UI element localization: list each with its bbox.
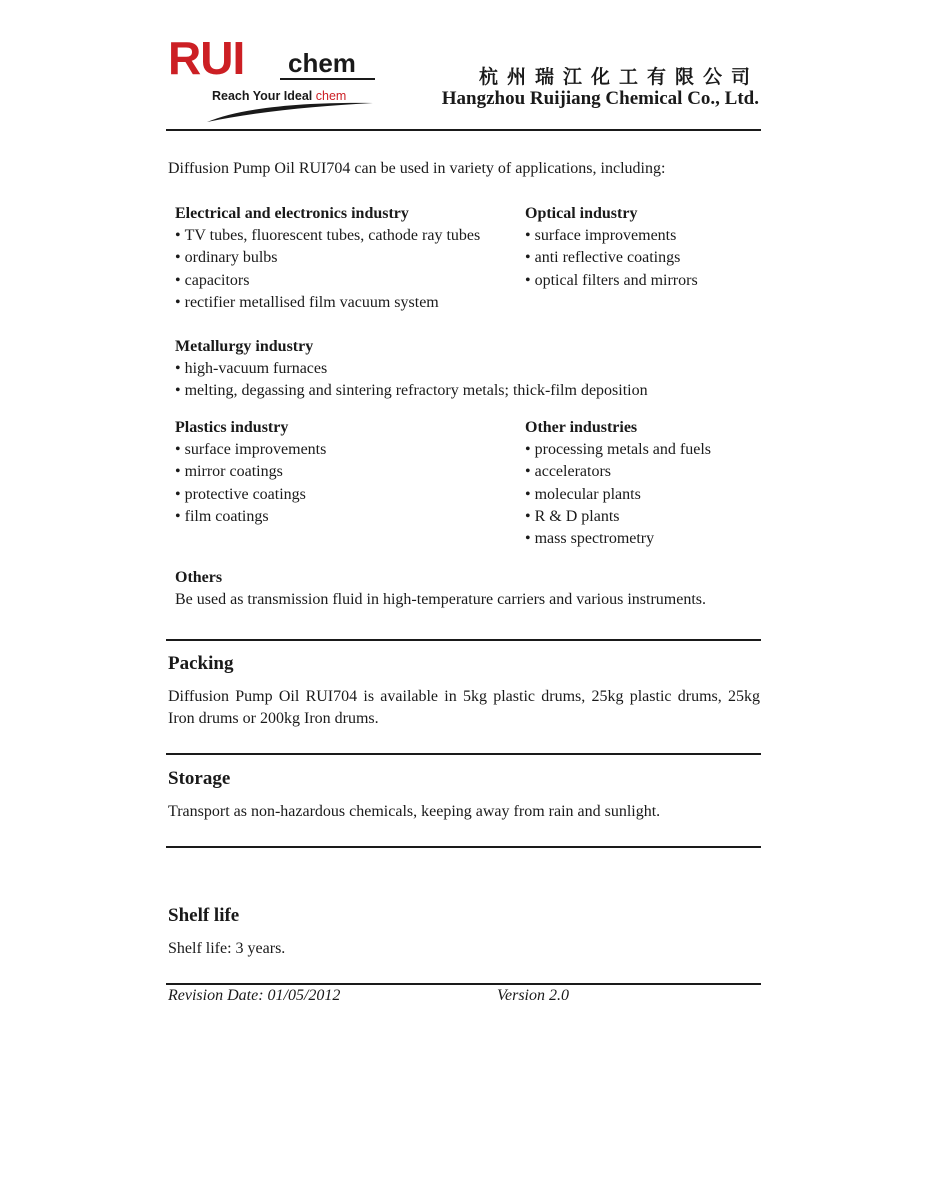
- footer-divider: [166, 983, 761, 985]
- optical-list: [525, 225, 698, 292]
- logo-swoosh-icon: [205, 100, 375, 124]
- metallurgy-title: Metallurgy industry: [175, 338, 314, 355]
- others-section: [175, 567, 706, 611]
- packing-heading: Packing: [168, 653, 234, 674]
- optical-section: [525, 203, 698, 292]
- section-divider: [166, 639, 761, 641]
- list-item: • mirror coatings: [175, 461, 326, 483]
- optical-title: Optical industry: [525, 205, 638, 222]
- section-divider: [166, 846, 761, 848]
- storage-text: Transport as non-hazardous chemicals, keeping away from rain and sunlight.: [168, 803, 661, 820]
- other-industries-title: Other industries: [525, 419, 638, 436]
- other-industries-list: [525, 439, 711, 550]
- plastics-section: [175, 417, 326, 528]
- company-name-cn: 杭州瑞江化工有限公司: [478, 66, 759, 88]
- list-item: • high-vacuum furnaces: [175, 358, 648, 380]
- list-item: • film coatings: [175, 506, 326, 528]
- plastics-title: Plastics industry: [175, 419, 289, 436]
- revision-date: Revision Date: 01/05/2012: [168, 987, 341, 1004]
- storage-heading: Storage: [168, 768, 231, 789]
- list-item: • processing metals and fuels: [525, 439, 711, 461]
- list-item: • anti reflective coatings: [525, 247, 698, 269]
- tagline-main: Reach Your Ideal: [212, 89, 316, 103]
- list-item: • optical filters and mirrors: [525, 270, 698, 292]
- list-item: • surface improvements: [175, 439, 326, 461]
- list-item: • protective coatings: [175, 484, 326, 506]
- list-item: • molecular plants: [525, 484, 711, 506]
- list-item: • ordinary bulbs: [175, 247, 480, 269]
- shelf-life-heading: Shelf life: [168, 905, 240, 926]
- list-item: • surface improvements: [525, 225, 698, 247]
- list-item: • mass spectrometry: [525, 528, 711, 550]
- logo-underline: [280, 78, 375, 80]
- electrical-title: Electrical and electronics industry: [175, 205, 409, 222]
- list-item: • TV tubes, fluorescent tubes, cathode ray tubes: [175, 225, 480, 247]
- electrical-section: [175, 203, 480, 314]
- list-item: • melting, degassing and sintering refractory metals; thick-film deposition: [175, 380, 648, 402]
- others-text: Be used as transmission fluid in high-temperature carriers and various instruments.: [175, 591, 706, 608]
- logo-chem-text: chem: [288, 48, 356, 78]
- packing-text: Diffusion Pump Oil RUI704 is available in 5kg plastic drums, 25kg plastic drums, 25kg Iron drums or 200kg Iron drums.: [168, 688, 760, 727]
- logo-rui-text: RUI: [168, 32, 245, 84]
- electrical-list: [175, 225, 480, 314]
- intro-text: Diffusion Pump Oil RUI704 can be used in variety of applications, including:: [168, 160, 666, 177]
- metallurgy-section: [175, 336, 648, 403]
- others-title: Others: [175, 569, 223, 586]
- shelf-life-text: Shelf life: 3 years.: [168, 940, 286, 957]
- tagline-accent: chem: [315, 89, 347, 103]
- version-label: Version 2.0: [497, 987, 569, 1004]
- plastics-list: [175, 439, 326, 528]
- list-item: • capacitors: [175, 270, 480, 292]
- list-item: • rectifier metallised film vacuum system: [175, 292, 480, 314]
- list-item: • R & D plants: [525, 506, 711, 528]
- company-name-en: Hangzhou Ruijiang Chemical Co., Ltd.: [441, 88, 759, 109]
- other-industries-section: [525, 417, 711, 550]
- list-item: • accelerators: [525, 461, 711, 483]
- metallurgy-list: [175, 358, 648, 403]
- section-divider: [166, 753, 761, 755]
- header-divider: [166, 129, 761, 131]
